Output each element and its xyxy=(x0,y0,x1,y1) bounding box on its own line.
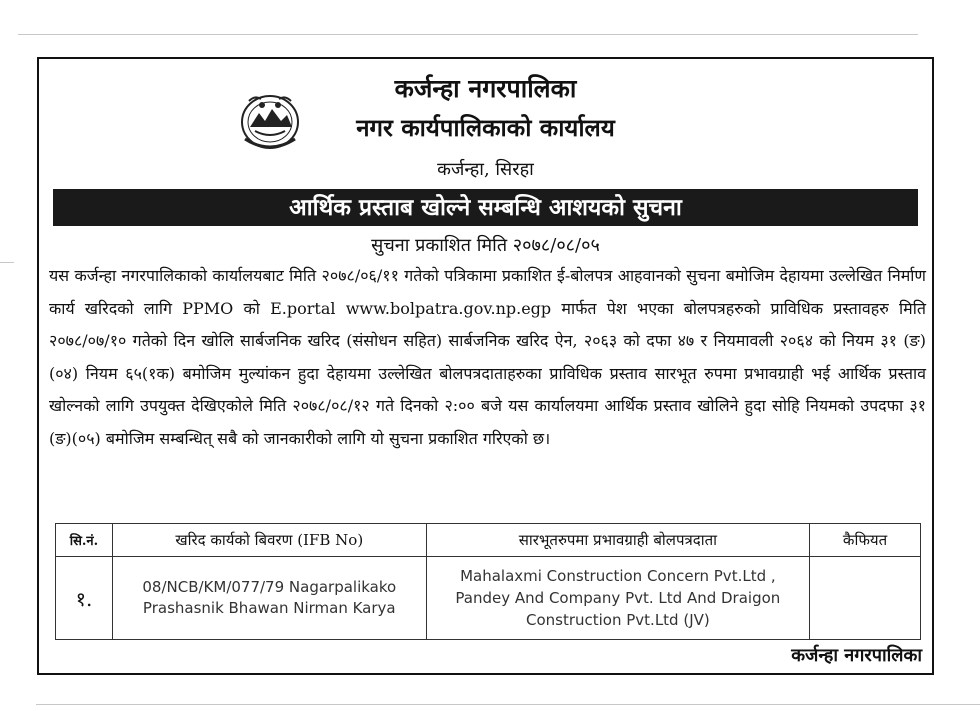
notice-title-banner: आर्थिक प्रस्ताब खोल्ने सम्बन्धि आशयको सुचना xyxy=(53,189,918,226)
table-header-row xyxy=(56,524,921,557)
header-sn: सि.नं. xyxy=(56,524,113,557)
header-remarks: कैफियत xyxy=(810,524,921,557)
cell-description xyxy=(112,557,426,640)
header-description: खरिद कार्यको बिवरण (IFB No) xyxy=(112,524,426,557)
published-date: सुचना प्रकाशित मिति २०७८/०८/०५ xyxy=(371,235,600,256)
notice-frame xyxy=(37,57,934,675)
org-name: कर्जन्हा नगरपालिका xyxy=(394,74,577,103)
cell-sn: १. xyxy=(56,557,113,640)
office-name: नगर कार्यपालिकाको कार्यालय xyxy=(356,113,615,142)
bidder-line: Pandey And Company Pvt. Ltd And Draigon xyxy=(455,589,781,607)
bidder-line: Construction Pvt.Ltd (JV) xyxy=(525,611,710,629)
page-edge-line-bottom xyxy=(36,704,980,705)
notice-body: यस कर्जन्हा नगरपालिकाको कार्यालयबाट मिति २०७८/०६/११ गतेको पत्रिकामा प्रकाशित ई-बोलपत्र आहवानको सुचना बमोजिम देहायमा उल्लेखित निर्माण कार्य खरिदको लागि PPMO को E.portal www.bolpatra.gov.np.egp मार्फत पेश भएका बोलपत्रहरुको प्राविधिक प्रस्तावहरु मिति २०७८/०७/१० गतेको दिन खोलि सार्बजनिक खरिद (संसोधन सहित) सार्बजनिक खरिद ऐन, २०६३ को दफा ४७ र नियमावली २०६४ को नियम ३१ (ङ) (०४) नियम ६५(१क) बमोजिम मुल्यांकन हुदा देहायमा उल्लेखित बोलपत्रदाताहरुका प्राविधिक प्रस्ताव सारभूत रुपमा प्रभावग्राही भई आर्थिक प्रस्ताव खोल्नको लागि उपयुक्त देखिएकोले मिति २०७८/०८/१२ गते दिनको २:०० बजे यस कार्यालयमा आर्थिक प्रस्ताव खोलिने हुदा सोहि नियमको उपदफा ३१ (ङ)(०५) बमोजिम सम्बन्धित् सबै को जानकारीको लागि यो सुचना प्रकाशित गरिएको छ। xyxy=(49,266,926,448)
table-row xyxy=(56,557,921,640)
address: कर्जन्हा, सिरहा xyxy=(437,159,534,180)
page-edge-line-left xyxy=(0,262,14,263)
description-line: Prashasnik Bhawan Nirman Karya xyxy=(142,599,396,617)
bidder-table xyxy=(55,523,921,640)
cell-remarks xyxy=(810,557,921,640)
page-edge-line-top xyxy=(18,34,918,35)
signature-org: कर्जन्हा नगरपालिका xyxy=(791,645,922,666)
cell-bidder xyxy=(426,557,809,640)
header-bidder: सारभूतरुपमा प्रभावग्राही बोलपत्रदाता xyxy=(426,524,809,557)
description-line: 08/NCB/KM/077/79 Nagarpalikako xyxy=(142,578,397,596)
bidder-line: Mahalaxmi Construction Concern Pvt.Ltd , xyxy=(460,567,776,585)
